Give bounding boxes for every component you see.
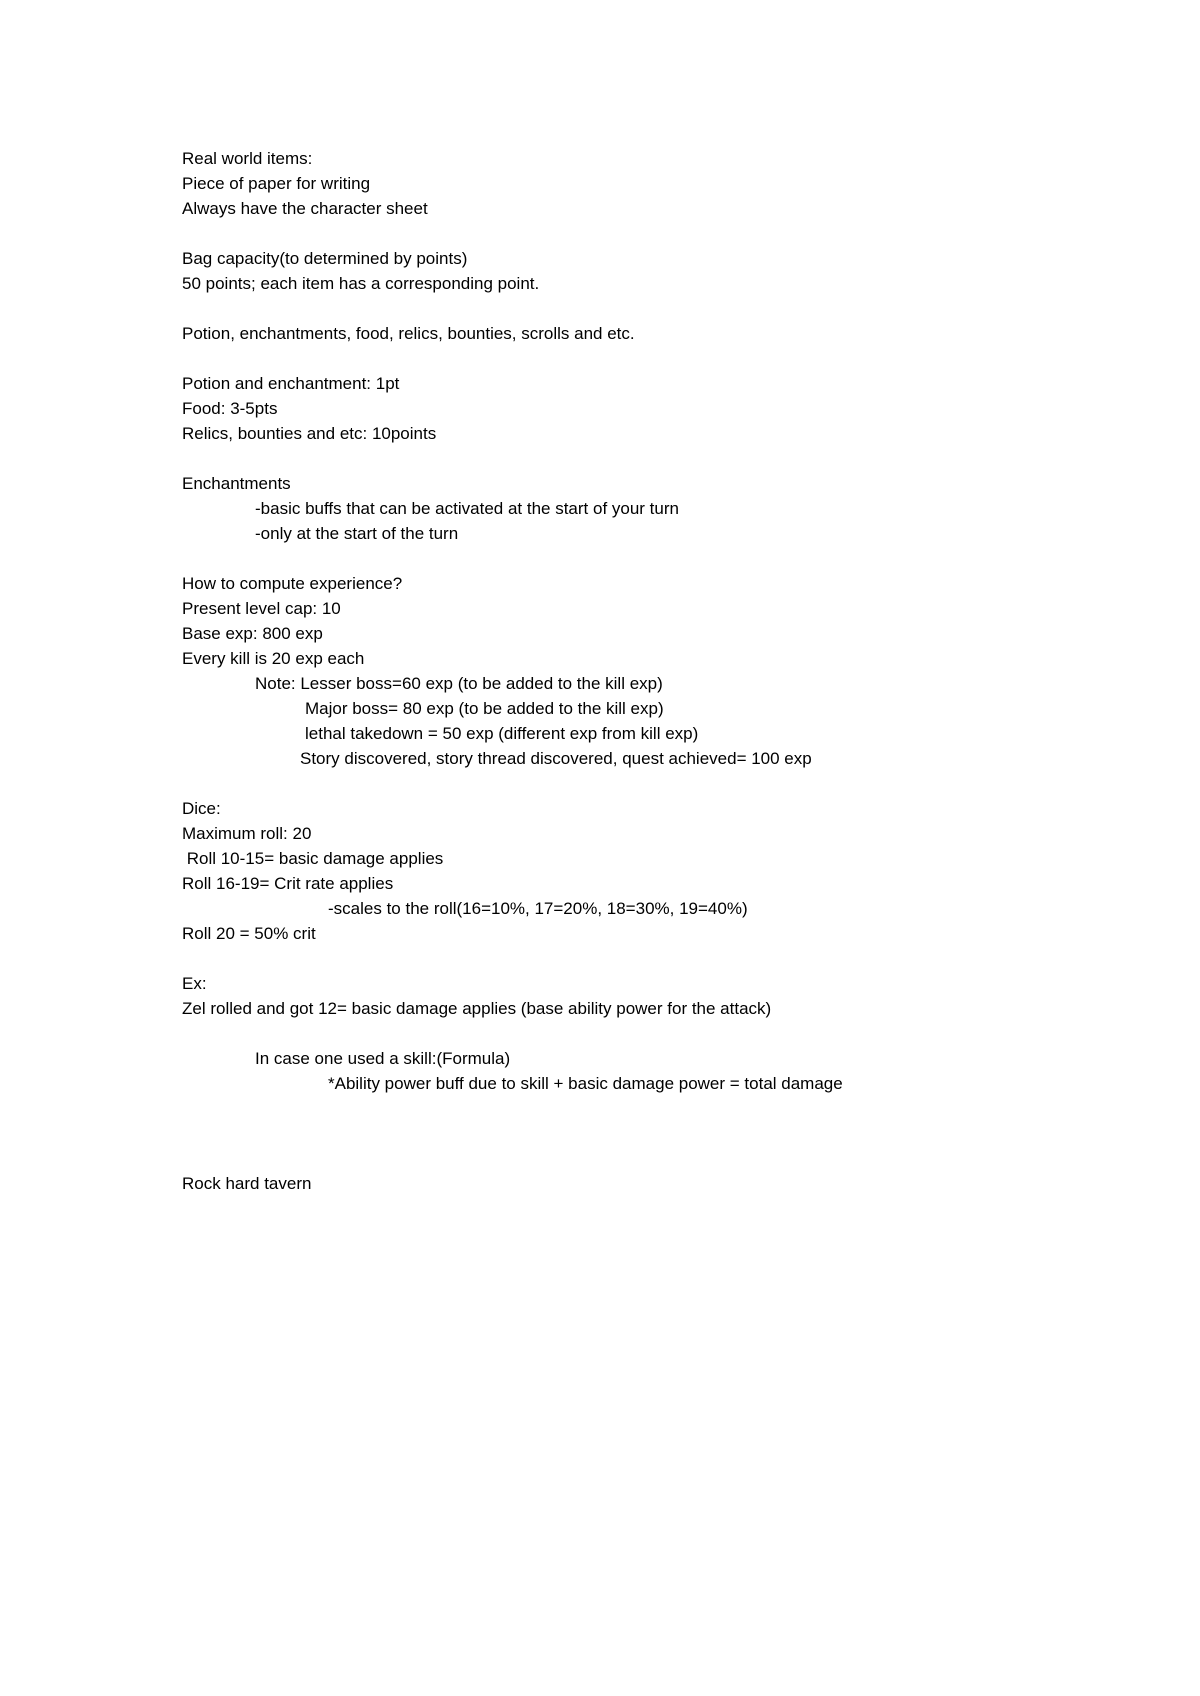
text-line: Rock hard tavern [182, 1174, 312, 1193]
text-line: Maximum roll: 20 [182, 824, 312, 843]
text-line: Note: Lesser boss=60 exp (to be added to the kill exp) [255, 674, 663, 693]
text-line: Story discovered, story thread discovered, quest achieved= 100 exp [300, 749, 812, 768]
text-line: -basic buffs that can be activated at the start of your turn [255, 499, 679, 518]
text-line: lethal takedown = 50 exp (different exp from kill exp) [305, 724, 699, 743]
text-line: Dice: [182, 799, 221, 818]
text-line: *Ability power buff due to skill + basic damage power = total damage [328, 1074, 843, 1093]
text-line: Piece of paper for writing [182, 174, 371, 193]
text-line: -only at the start of the turn [255, 524, 459, 543]
text-line: How to compute experience? [182, 574, 403, 593]
text-line: Ex: [182, 974, 207, 993]
text-line: Base exp: 800 exp [182, 624, 323, 643]
text-line: -scales to the roll(16=10%, 17=20%, 18=30%, 19=40%) [328, 899, 748, 918]
text-line: Every kill is 20 exp each [182, 649, 365, 668]
text-line: Major boss= 80 exp (to be added to the kill exp) [305, 699, 664, 718]
text-line: Bag capacity(to determined by points) [182, 249, 468, 268]
text-line: 50 points; each item has a corresponding point. [182, 274, 540, 293]
text-line: Potion and enchantment: 1pt [182, 374, 400, 393]
text-line: Potion, enchantments, food, relics, bounties, scrolls and etc. [182, 324, 635, 343]
text-line: Roll 16-19= Crit rate applies [182, 874, 394, 893]
text-line: Food: 3-5pts [182, 399, 278, 418]
text-line: Enchantments [182, 474, 291, 493]
text-line: Roll 20 = 50% crit [182, 924, 316, 943]
text-line: Zel rolled and got 12= basic damage applies (base ability power for the attack) [182, 999, 772, 1018]
text-line: Roll 10-15= basic damage applies [182, 849, 444, 868]
text-line: Always have the character sheet [182, 199, 428, 218]
text-line: Present level cap: 10 [182, 599, 341, 618]
text-line: In case one used a skill:(Formula) [255, 1049, 511, 1068]
text-line: Real world items: [182, 149, 313, 168]
text-line: Relics, bounties and etc: 10points [182, 424, 437, 443]
